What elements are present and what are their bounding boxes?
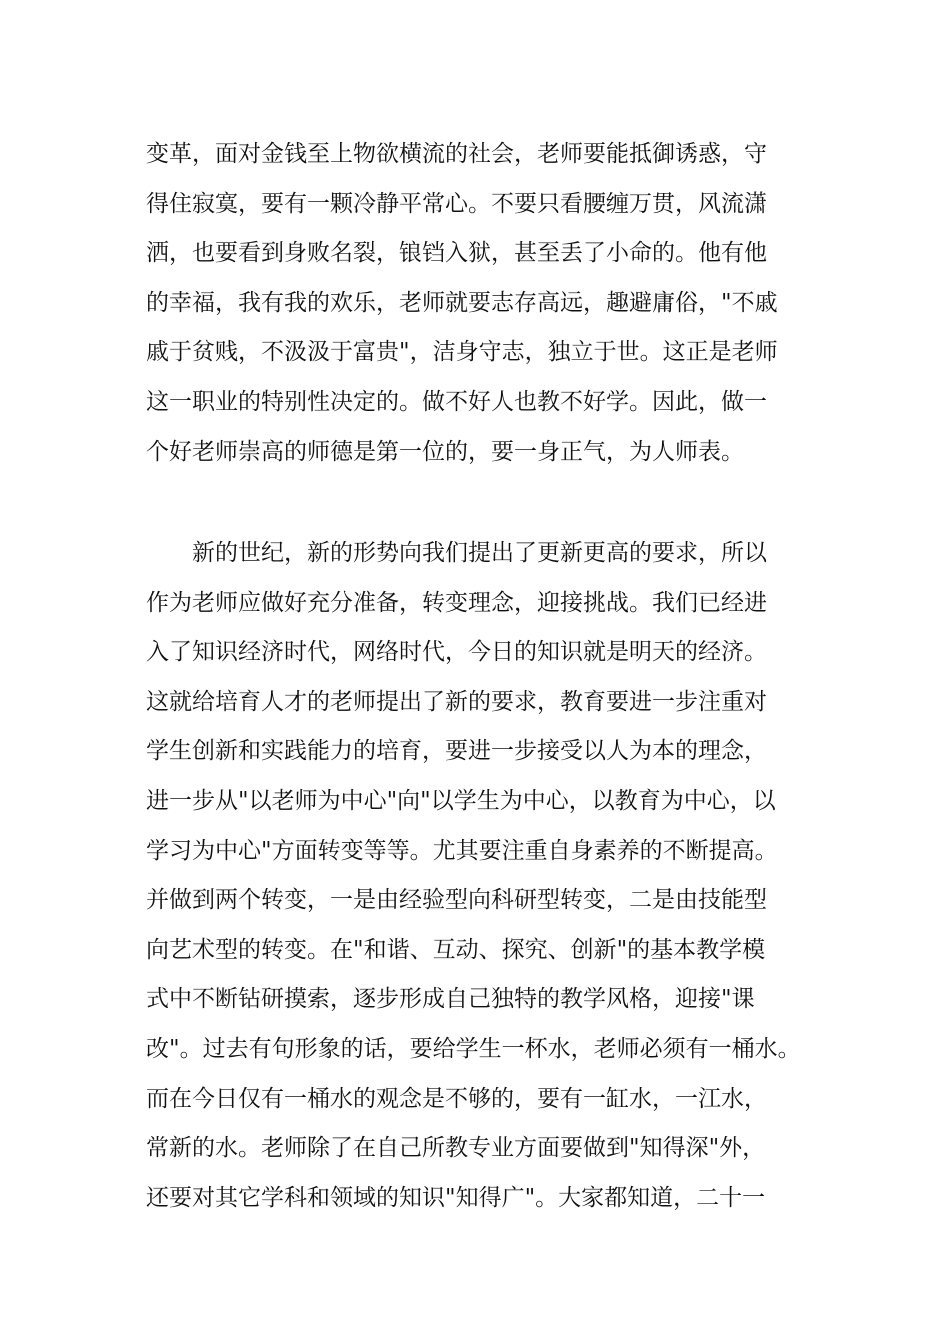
text-line: 而在今日仅有一桶水的观念是不够的，要有一缸水，一江水， [146, 1085, 767, 1112]
text-line-indented: 新的世纪，新的形势向我们提出了更新更高的要求，所以 [192, 540, 767, 566]
text-line: 向艺术型的转变。在"和谐、互动、探究、创新"的基本教学模 [146, 936, 766, 963]
text-line: 戚于贫贱，不汲汲于富贵"，洁身守志，独立于世。这正是老师 [146, 339, 778, 366]
text-line: 并做到两个转变，一是由经验型向科研型转变，二是由技能型 [146, 887, 767, 914]
text-line: 得住寂寞，要有一颗冷静平常心。不要只看腰缠万贯，风流潇 [146, 190, 767, 217]
text-line: 学习为中心"方面转变等等。尤其要注重自身素养的不断提高。 [146, 837, 778, 864]
text-line: 这一职业的特别性决定的。做不好人也教不好学。因此，做一 [146, 388, 767, 415]
text-line: 洒，也要看到身败名裂，锒铛入狱，甚至丢了小命的。他有他 [146, 240, 767, 267]
text-line: 常新的水。老师除了在自己所教专业方面要做到"知得深"外， [146, 1135, 766, 1162]
text-line: 学生创新和实践能力的培育，要进一步接受以人为本的理念， [146, 738, 767, 765]
text-line: 改"。过去有句形象的话，要给学生一杯水，老师必须有一桶水。 [146, 1035, 801, 1062]
paragraph-new-century [146, 529, 836, 1223]
text-line: 入了知识经济时代，网络时代，今日的知识就是明天的经济。 [146, 639, 767, 666]
text-line: 变革，面对金钱至上物欲横流的社会，老师要能抵御诱惑，守 [146, 141, 767, 167]
text-line: 进一步从"以老师为中心"向"以学生为中心，以教育为中心，以 [146, 787, 776, 814]
text-line: 的幸福，我有我的欢乐，老师就要志存高远，趣避庸俗，"不戚 [146, 289, 778, 316]
paragraph-teacher-ethics [146, 130, 836, 477]
text-line: 这就给培育人才的老师提出了新的要求，教育要进一步注重对 [146, 688, 767, 715]
text-line: 还要对其它学科和领域的知识"知得广"。大家都知道，二十一 [146, 1184, 766, 1211]
text-line: 式中不断钻研摸索，逐步形成自己独特的教学风格，迎接"课 [146, 986, 755, 1013]
text-line: 作为老师应做好充分准备，转变理念，迎接挑战。我们已经进 [146, 589, 767, 616]
text-line: 个好老师崇高的师德是第一位的，要一身正气，为人师表。 [146, 438, 744, 465]
